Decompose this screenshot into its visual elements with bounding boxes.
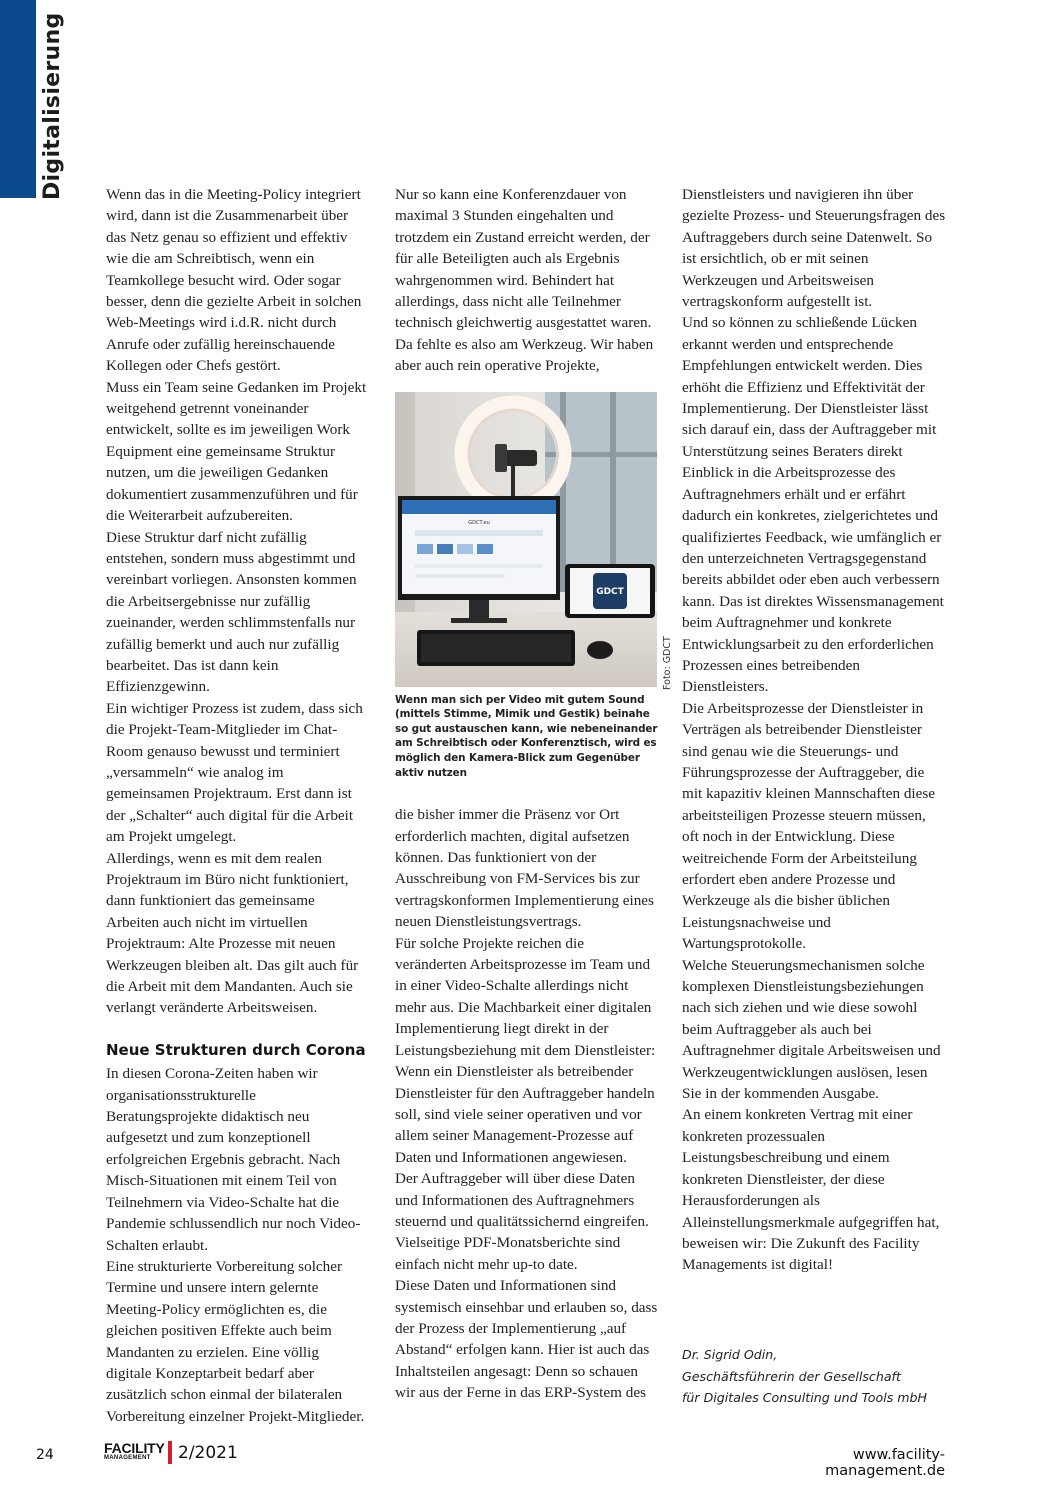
- paragraph: Muss ein Team seine Gedanken im Projekt weitgehend getrennt voneinander entwickelt, sollte es im jeweiligen Work Equipment eine gemeinsame Struktur nutzen, um die jeweiligen Gedanken dokumentiert zusammenzuführen und für die Weiterarbeit aufzubereiten.: [106, 378, 367, 525]
- paragraph: Eine strukturierte Vorbereitung solcher Termine und unsere intern gelernte Meeting-Policy ermöglichten es, die gleichen positiven Effekte auch beim Mandanten zu erzielen. Eine völlig digitale Konzeptarbeit bedarf aber zusätzlich schon einmal der bilateralen Vorbereitung einzelner Projekt-Mitglieder.: [106, 1257, 365, 1425]
- section-label: [38, 12, 78, 400]
- paragraph: Der Auftraggeber will über diese Daten und Informationen des Auftragnehmers steuernd und qualitätssichernd eingreifen. Vielseitige PDF-Monatsberichte sind einfach nicht mehr up-to date.: [395, 1170, 649, 1273]
- logo-word: FACILITY: [104, 1440, 165, 1456]
- paragraph: Diese Struktur darf nicht zufällig entstehen, sondern muss abgestimmt und vereinbart vorliegen. Ansonsten kommen die Arbeitsergebnisse nur zufällig zueinander, werden schlimmstenfalls nur zufällig bemerkt und auch nur zufällig bearbeitet. Das ist dann kein Effizienzgewinn.: [106, 528, 357, 696]
- paragraph: An einem konkreten Vertrag mit einer konkreten prozessualen Leistungsbeschreibung und einem konkreten Dienstleister, der diese Herausforderungen als Alleinstellungsmerkmale aufgegriffen hat, beweisen wir: Die Zukunft des Facility Managements ist digital!: [682, 1106, 940, 1274]
- paragraph: In diesen Corona-Zeiten haben wir organisationsstrukturelle Beratungsprojekte didaktisch neu aufgesetzt und zum konzeptionell erfolgreichen Ergebnis gebracht. Nach Misch-Situationen mit einem Teil von Teilnehmern via Video-Schalte hat die Pandemie schlussendlich nur noch Video-Schalten erlaubt.: [106, 1065, 361, 1254]
- author-name: Dr. Sigrid Odin,: [682, 1347, 778, 1362]
- paragraph: Dienstleisters und navigieren ihn über gezielte Prozess- und Steuerungsfragen des Auftraggebers durch seine Datenwelt. So ist ersichtlich, ob er mit seinen Werkzeugen und Arbeitsweisen vertragskonform aufgestellt ist.: [682, 186, 946, 311]
- website-link[interactable]: www.facility-management.de: [825, 1447, 945, 1479]
- mouse: [587, 641, 613, 659]
- article-column-3: [682, 184, 946, 1276]
- issue-number: 2/2021: [178, 1443, 238, 1463]
- article-column-2: [395, 184, 659, 1404]
- paragraph: Nur so kann eine Konferenzdauer von maximal 3 Stunden eingehalten und trotzdem ein Zustand erreicht werden, der für alle Beteiligten auch als Ergebnis wahrgenommen wird. Behindert hat allerdings, dass nicht alle Teilnehmer technisch gleichwertig ausgestattet waren. Da fehlte es also am Werkzeug. Wir haben aber auch rein operative Projekte,: [395, 186, 654, 375]
- article-photo: [395, 392, 657, 687]
- desk-setup-illustration: [395, 392, 657, 687]
- author-role: Geschäftsführerin der Gesellschaft: [682, 1368, 901, 1384]
- magazine-logo: [104, 1440, 174, 1466]
- page-number: 24: [36, 1447, 54, 1463]
- photo-credit-text: Foto: GDCT: [662, 636, 673, 690]
- photo-credit: [662, 638, 676, 698]
- paragraph: Für solche Projekte reichen die veränderten Arbeitsprozesse im Team und in einer Video-Schalte allerdings nicht mehr aus. Die Machbarkeit einer digitalen Implementierung liegt direkt in der Leistungsbeziehung mit dem Dienstleister: Wenn ein Dienstleister als betreibender Dienstleister für den Auftraggeber handeln soll, sind viele seiner operativen und vor allem seiner Management-Prozesse auf Daten und Informationen angewiesen.: [395, 934, 656, 1166]
- photo-caption: Wenn man sich per Video mit gutem Sound (mittels Stimme, Mimik und Gestik) beinahe so gut austauschen kann, wie nebeneinander am Schreibtisch oder Konferenztisch, wird es möglich den Kamera-Blick zum Gegenüber aktiv nutzen: [395, 693, 658, 779]
- author-company: für Digitales Consulting und Tools mbH: [682, 1390, 927, 1405]
- paragraph: die bisher immer die Präsenz vor Ort erforderlich machten, digital aufsetzen können. Das funktioniert von der Ausschreibung von FM-Services bis zur vertragskonformen Implementierung eines neuen Dienstleistungsvertrags.: [395, 806, 654, 931]
- logo-accent-bar: [168, 1441, 172, 1464]
- author-signature: [682, 1344, 972, 1409]
- article-column-1: [106, 184, 368, 1427]
- paragraph: Und so können zu schließende Lücken erkannt werden und entsprechende Empfehlungen entwickelt werden. Dies erhöht die Effizienz und Effektivität der Implementierung. Der Dienstleister lässt sich darauf ein, dass der Auftraggeber mit Unterstützung seines Beraters direkt Einblick in die Arbeitsprozesse des Auftragnehmers erhält und er erfährt dadurch ein konkretes, zielgerichtetes und qualifiziertes Feedback, wie umfänglich er den unterzeichneten Vertragsgegenstand bereits abbildet oder eben auch verbessern kann. Das ist direktes Wissensmanagement beim Auftragnehmer und konkrete Entwicklungsarbeit zu den erforderlichen Prozessen eines betreibenden Dienstleisters.: [682, 314, 944, 696]
- logo-subword: MANAGEMENT: [104, 1455, 151, 1461]
- section-label-text: Digitalisierung: [40, 12, 65, 200]
- paragraph: Ein wichtiger Prozess ist zudem, dass sich die Projekt-Team-Mitglieder im Chat-Room genauso bewusst und terminiert „versammeln“ wie analog im gemeinsamen Projektraum. Erst dann ist der „Schalter“ auch digital für die Arbeit am Projekt umgelegt.: [106, 699, 363, 846]
- paragraph: Allerdings, wenn es mit dem realen Projektraum im Büro nicht funktioniert, dann funktioniert das gemeinsame Arbeiten auch nicht im virtuellen Projektraum: Alte Prozesse mit neuen Werkzeugen bleiben alt. Das gilt auch für die Arbeit mit dem Mandanten. Auch sie verlangt veränderte Arbeitsweisen.: [106, 849, 359, 1017]
- paragraph: Die Arbeitsprozesse der Dienstleister in Verträgen als betreibender Dienstleister sind genau wie die Steuerungs- und Führungsprozesse der Auftraggeber, die mit kapazitiv kleinen Mannschaften diese arbeitsteiligen Prozesse steuern müssen, oft noch in der Entwicklung. Diese weitreichende Form der Arbeitsteilung erfordert eben andere Prozesse und Werkzeuge als die bisher üblichen Leistungsnachweise und Wartungsprotokolle.: [682, 699, 936, 953]
- tablet-logo-text: GDCT: [596, 586, 624, 597]
- paragraph: Welche Steuerungsmechanismen solche komplexen Dienstleistungsbeziehungen nach sich ziehen und wie diese sowohl beim Auftraggeber als auch bei Auftragnehmer digitale Arbeitsweisen und Werkzeugentwicklungen auslösen, lesen Sie in der kommenden Ausgabe.: [682, 956, 941, 1103]
- camera: [503, 450, 537, 466]
- section-color-bar: [0, 0, 36, 198]
- paragraph: Diese Daten und Informationen sind systemisch einsehbar und erlauben so, dass der Prozess der Implementierung „auf Abstand“ erfolgen kann. Hier ist auch das Inhaltsteilen angesagt: Denn so schauen wir aus der Ferne in das ERP-System des: [395, 1277, 658, 1402]
- screen-title: GDCT.eu: [468, 519, 490, 526]
- paragraph: Wenn das in die Meeting-Policy integriert wird, dann ist die Zusammenarbeit über das Netz genau so effizient und effektiv wie die am Schreibtisch, wenn ein Teamkollege besucht wird. Oder sogar besser, denn die gezielte Arbeit in solchen Web-Meetings wird i.d.R. nicht durch Anrufe oder zufällig hereinschauende Kollegen oder Chefs gestört.: [106, 186, 362, 375]
- section-subheading: Neue Strukturen durch Corona: [106, 1040, 366, 1059]
